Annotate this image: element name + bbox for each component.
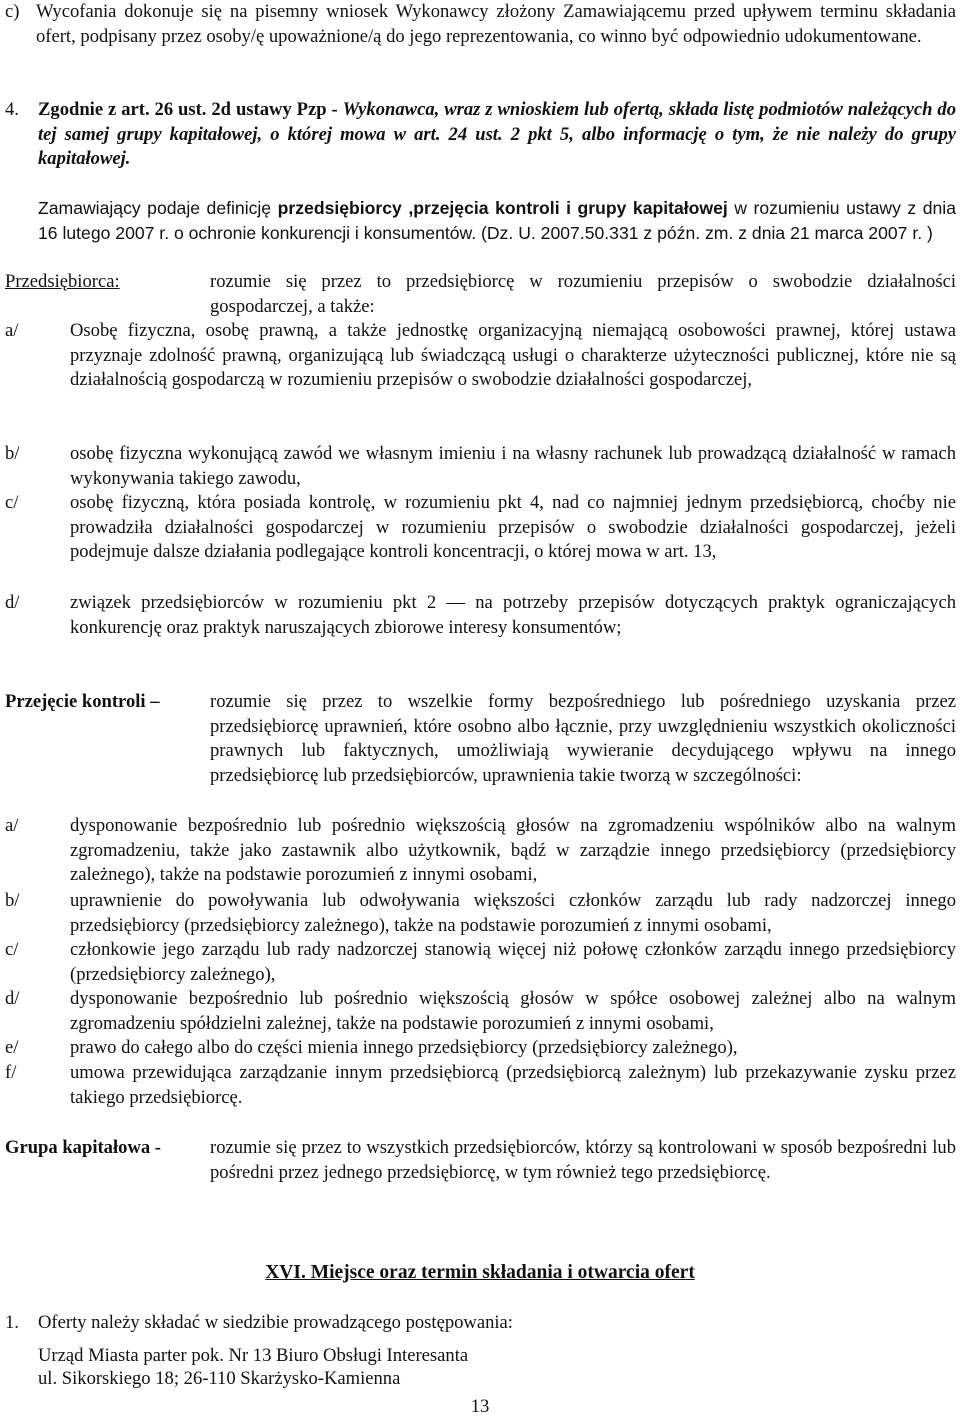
list-item-text: dysponowanie bezpośrednio lub pośrednio większością głosów w spółce osobowej zależnej albo na walnym zgromadzeniu spółdzielni zależnej, także na podstawie porozumień z innymi osobami, (70, 988, 956, 1034)
list-marker: d/ (5, 988, 20, 1009)
list-item-text: umowa przewidująca zarządzanie innym przedsiębiorcą (przedsiębiorcą zależnym) lub przekazywanie zysku przez takiego przedsiębiorcę. (70, 1062, 956, 1108)
intro-bold: przedsiębiorcy ,przejęcia kontroli i grupy kapitałowej (277, 198, 728, 218)
item-4-number: 4. (5, 99, 19, 120)
list-item-text: uprawnienie do powoływania lub odwoływania większości członków zarządu lub rady nadzorczej innego przedsiębiorcy (przedsiębiorcy zależnego), także na podstawie porozumień z innymi osobami, (70, 890, 956, 936)
list-marker: a/ (5, 320, 19, 341)
item-4-bold: Zgodnie z art. 26 ust. 2d ustawy Pzp - (38, 99, 338, 120)
term-przedsiebiorca: Przedsiębiorca: (5, 271, 120, 292)
list-item-text: osobę fizyczną, która posiada kontrolę, w rozumieniu pkt 4, nad co najmniej jednym przedsiębiorcą, choćby nie prowadziła działalności gospodarczej w rozumieniu przepisów o swobodzie działalności gospodarczej, jeżeli podejmuje dalsze działania podlegające kontroli koncentracji, o której mowa w art. 13, (70, 492, 956, 562)
list-marker: c/ (5, 939, 19, 960)
list-item-text: osobę fizyczna wykonującą zawód we własnym imieniu i na własny rachunek lub prowadzącą działalność w ramach wykonywania takiego zawodu, (70, 443, 956, 489)
def-grupa-kapitalowa: rozumie się przez to wszystkich przedsiębiorców, którzy są kontrolowani w sposób bezpośredni lub pośredni przez jednego przedsiębiorcę, w tym również tego przedsiębiorcę. (210, 1137, 956, 1183)
item-c-text: Wycofania dokonuje się na pisemny wniosek Wykonawcy złożony Zamawiającemu przed upływem terminu składania ofert, podpisany przez osoby/ę upoważnione/ą do jego reprezentowania, co winno być odpowiednio udokumentowane. (36, 1, 956, 47)
list-item-text: dysponowanie bezpośrednio lub pośrednio większością głosów na zgromadzeniu wspólników albo na walnym zgromadzeniu, także jako zastawnik albo użytkownik, bądź w zarządzie innego przedsiębiorcy (przedsiębiorcy zależnego), także na podstawie porozumień z innymi osobami, (70, 815, 956, 885)
list-marker: b/ (5, 890, 20, 911)
list-item-text: członkowie jego zarządu lub rady nadzorczej stanowią więcej niż połowę członków zarządu innego przedsiębiorcy (przedsiębiorcy zależnego), (70, 939, 956, 985)
list-item-text: związek przedsiębiorców w rozumieniu pkt 2 — na potrzeby przepisów dotyczących praktyk ograniczających konkurencję oraz praktyk naruszających zbiorowe interesy konsumentów; (70, 592, 956, 638)
term-przejecie-kontroli: Przejęcie kontroli – (5, 691, 160, 712)
term-grupa-kapitalowa: Grupa kapitałowa - (5, 1137, 162, 1158)
list-marker: b/ (5, 443, 20, 464)
list-marker: c/ (5, 492, 19, 513)
intro-text-1: Zamawiający podaje definicję (38, 198, 272, 218)
list-marker: e/ (5, 1037, 19, 1058)
section-item-1-text: Oferty należy składać w siedzibie prowadzącego postępowania: (38, 1312, 513, 1333)
def-przejecie-kontroli: rozumie się przez to wszelkie formy bezpośredniego lub pośredniego uzyskania przez przedsiębiorcę uprawnień, które osobno albo łącznie, przy uwzględnieniu wszystkich okoliczności prawnych lub faktycznych, umożliwiają wywieranie decydującego wpływu na innego przedsiębiorcę lub przedsiębiorców, uprawnienia takie tworzą w szczególności: (210, 691, 956, 786)
list-marker: f/ (5, 1062, 17, 1083)
list-marker: a/ (5, 815, 19, 836)
address-line-2: ul. Sikorskiego 18; 26-110 Skarżysko-Kamienna (38, 1368, 401, 1389)
item-c-marker: c) (5, 1, 20, 22)
list-item-text: Osobę fizyczna, osobę prawną, a także jednostkę organizacyjną niemającą osobowości prawnej, której ustawa przyznaje zdolność prawną, organizującą lub świadczącą usługi o charakterze użyteczności publicznej, które nie są działalnością gospodarczą w rozumieniu przepisów o swobodzie działalności gospodarczej, (70, 320, 956, 390)
item-4-italic: Wykonawca, wraz z wnioskiem lub ofertą, składa listę podmiotów należących do tej samej grupy kapitałowej, o której mowa w art. 24 ust. 2 pkt 5, albo informację o tym, że nie należy do grupy kapitałowej. (38, 99, 956, 169)
definitions-intro (38, 196, 956, 245)
section-heading: XVI. Miejsce oraz termin składania i otwarcia ofert (265, 1262, 695, 1283)
intro-text-2: w rozumieniu ustawy z dnia 16 lutego 2007 r. o ochronie konkurencji i konsumentów. (Dz. U. 2007.50.331 z późn. zm. z dnia 21 marca 2007 r. ) (38, 198, 956, 243)
section-item-1-number: 1. (5, 1312, 19, 1333)
def-przedsiebiorca: rozumie się przez to przedsiębiorcę w rozumieniu przepisów o swobodzie działalności gospodarczej, a także: (210, 271, 956, 317)
list-marker: d/ (5, 592, 20, 613)
address-line-1: Urząd Miasta parter pok. Nr 13 Biuro Obsługi Interesanta (38, 1345, 469, 1366)
list-item-text: prawo do całego albo do części mienia innego przedsiębiorcy (przedsiębiorcy zależnego), (70, 1037, 738, 1058)
item-4-text (38, 98, 956, 172)
page-number: 13 (470, 1396, 490, 1417)
